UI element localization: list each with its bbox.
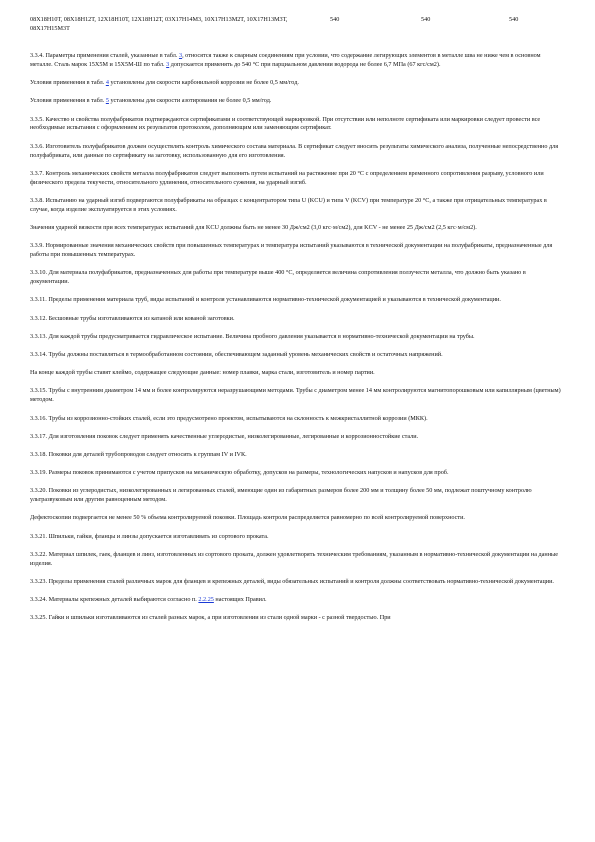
table-continuation-row [30,16,570,38]
paragraph [30,351,562,360]
paragraph-text: 3.3.13. Для каждой трубы предусматривается гидравлическое испытание. Величина пробного давления указывается в нормативно-технической документации на трубы. [30,332,475,340]
paragraph [30,415,562,424]
paragraph-text: 3.3.22. Материал шпилек, гаек, фланцев и линз, изготовленных из сортового проката, должен удовлетворять техническим требованиям, указанным в нормативно-технической документации на данные изделия. [30,550,558,567]
paragraph-text: 3.3.7. Контроль механических свойств металла полуфабрикатов следует выполнять путем испытаний на растяжение при 20 °С с определением временного сопротивления разрыву, условного или физического предела текучести, относительного удлинения, относительного сужения, на ударный изгиб. [30,169,544,186]
temperature-cell-2: 540 [421,16,431,23]
paragraph-text: 3.3.12. Бесшовные трубы изготавливаются из катаной или кованой заготовки. [30,314,235,322]
paragraph [30,242,562,260]
paragraph-text: 3.3.18. Поковки для деталей трубопроводов следует относить к группам IV и IVК. [30,450,247,458]
paragraph-text: Условия применения в табл. [30,79,106,87]
paragraph-text: 3.3.5. Качество и свойства полуфабрикатов подтверждаются сертификатами и соответствующей маркировкой. При отсутствии или неполноте сертификата или маркировки следует провести все необходимые испытания с оформлением их результатов протоколом, дополняющим или заменяющим сертификат. [30,115,541,132]
paragraph-text: 3.3.20. Поковки из углеродистых, низколегированных и легированных сталей, имеющие один из габаритных размеров более 200 мм и толщину более 50 мм, подлежат поштучному контролю ультразвуковым или другим равноценным методом. [30,487,532,504]
paragraph-text: 3.3.25. Гайки и шпильки изготавливаются из сталей разных марок, а при изготовлении из стали одной марки - с разной твердостью. При [30,614,391,622]
paragraph-text: 3.3.8. Испытанию на ударный изгиб подвергаются полуфабрикаты на образцах с концентратором типа U (KCU) и типа V (KCV) при температуре 20 °С, а также при отрицательных температурах в случае, когда изделие эксплуатируется в этих условиях. [30,196,547,213]
cross-reference-link[interactable]: 3 [178,52,183,59]
paragraph [30,296,562,305]
paragraph-text: 3.3.21. Шпильки, гайки, фланцы и линзы допускается изготавливать из сортового проката. [30,532,269,540]
paragraph [30,551,562,569]
paragraph [30,451,562,460]
paragraph [30,333,562,342]
paragraph [30,197,562,215]
paragraph [30,79,562,88]
paragraph-text: установлены для скорости азотирования не более 0,5 мм/год. [108,97,272,105]
temperature-cell-3: 540 [509,16,519,23]
paragraph [30,369,562,378]
cross-reference-link[interactable]: 4 [105,79,109,87]
cross-reference-link[interactable]: 2.2.25 [198,596,214,604]
paragraph-text: 3.3.11. Пределы применения материала труб, виды испытаний и контроля устанавливаются нормативно-технической документацией и указываются в технической документации. [30,296,501,304]
paragraph [30,469,562,478]
paragraph-text: Условия применения в табл. [30,97,106,105]
paragraph-text: , относятся также к сварным соединениям при условии, что содержание легирующих элементов в металле шва не ниже чем в основном металле. Сталь марок 15Х5М и 15Х5М-Ш по табл. [30,52,541,68]
temperature-cell-1: 540 [330,16,340,23]
paragraph [30,533,562,542]
paragraph-text: 3.3.4. Параметры применения сталей, указанные в табл. [30,52,179,59]
paragraph-text: 3.3.24. Материалы крепежных деталей выбираются согласно п. [30,596,199,604]
paragraph-text: На конце каждой трубы ставят клеймо, содержащее следующие данные: номер плавки, марка стали, изготовитель и номер партии. [30,369,375,377]
paragraph [30,143,562,161]
paragraph-text: 3.3.10. Для материала полуфабрикатов, предназначенных для работы при температуре выше 400 °С, определяется величина сопротивления ползучести металла, что должно быть указано в документации. [30,269,526,286]
paragraph [30,514,562,523]
paragraph [30,433,562,442]
paragraph-text: Дефектоскопии подвергается не менее 50 % объема контролируемой поковки. Площадь контроля распределяется равномерно по всей контролируемой поверхности. [30,514,465,522]
paragraph-text: 3.3.6. Изготовитель полуфабрикатов должен осуществлять контроль химического состава материала. В сертификат следует вносить результаты химического анализа, полученные непосредственно для полуфабриката, или данные по сертификату на заготовку, использованную для его изготовления. [30,142,559,159]
paragraph-text: 3.3.9. Нормированные значения механических свойств при повышенных температурах и температура испытаний указываются в технической документации на полуфабрикаты, предназначенные для работы при повышенных температурах. [30,242,553,259]
paragraph [30,578,562,587]
cross-reference-link[interactable]: 3 [166,60,170,68]
paragraph [30,224,562,233]
paragraph [30,170,562,188]
paragraph-text: 3.3.23. Пределы применения сталей различных марок для фланцев и крепежных деталей, виды обязательных испытаний и контроля должны соответствовать нормативно-технической документации. [30,577,554,585]
paragraph-text: 3.3.17. Для изготовления поковок следует применять качественные углеродистые, низколегированные, легированные и коррозионностойкие стали. [30,432,419,440]
paragraph-text: 3.3.16. Трубы из коррозионно-стойких сталей, если это предусмотрено проектом, испытываются на склонность к межкристаллитной коррозии (МКК). [30,414,428,422]
document-body [30,52,562,623]
paragraph [30,387,562,405]
paragraph [30,269,562,287]
paragraph [30,596,562,605]
paragraph [30,97,562,106]
paragraph [30,487,562,505]
paragraph-text: допускается применять до 540 °С при парциальном давлении водорода не более 6,7 МПа (67 кгс/см2). [169,60,441,68]
paragraph-text: Значения ударной вязкости при всех температурах испытаний для KCU должны быть не менее 30 Дж/см2 (3,0 кгс·м/см2), для KCV - не менее 25 Дж/см2 (2,5 кгс·м/см2). [30,223,477,231]
paragraph-text: установлены для скорости карбонильной коррозии не более 0,5 мм/год. [108,79,299,87]
paragraph-text: 3.3.19. Размеры поковок принимаются с учетом припусков на механическую обработку, допусков на размеры, технологических напусков и напусков для проб. [30,469,449,477]
paragraph [30,116,562,134]
steel-grades-cell: 08Х18Н10Т, 08Х18Н12Т, 12Х18Н10Т, 12Х18Н12Т, 03Х17Н14М3, 10Х17Н13М2Т, 10Х17Н13М3Т, 08Х17Н15М3Т [30,16,288,32]
paragraph-text: 3.3.15. Трубы с внутренним диаметром 14 мм и более контролируются неразрушающими методами. Трубы с диаметром менее 14 мм контролируются магнитопорошковым или капиллярным (цветным) методом. [30,387,561,404]
paragraph-text: настоящих Правил. [213,596,267,604]
cross-reference-link[interactable]: 5 [105,97,109,105]
paragraph [30,52,562,70]
paragraph [30,614,562,623]
paragraph-text: 3.3.14. Трубы должны поставляться в термообработанном состоянии, обеспечивающем заданный уровень механических свойств и остаточных напряжений. [30,350,443,358]
paragraph [30,315,562,324]
